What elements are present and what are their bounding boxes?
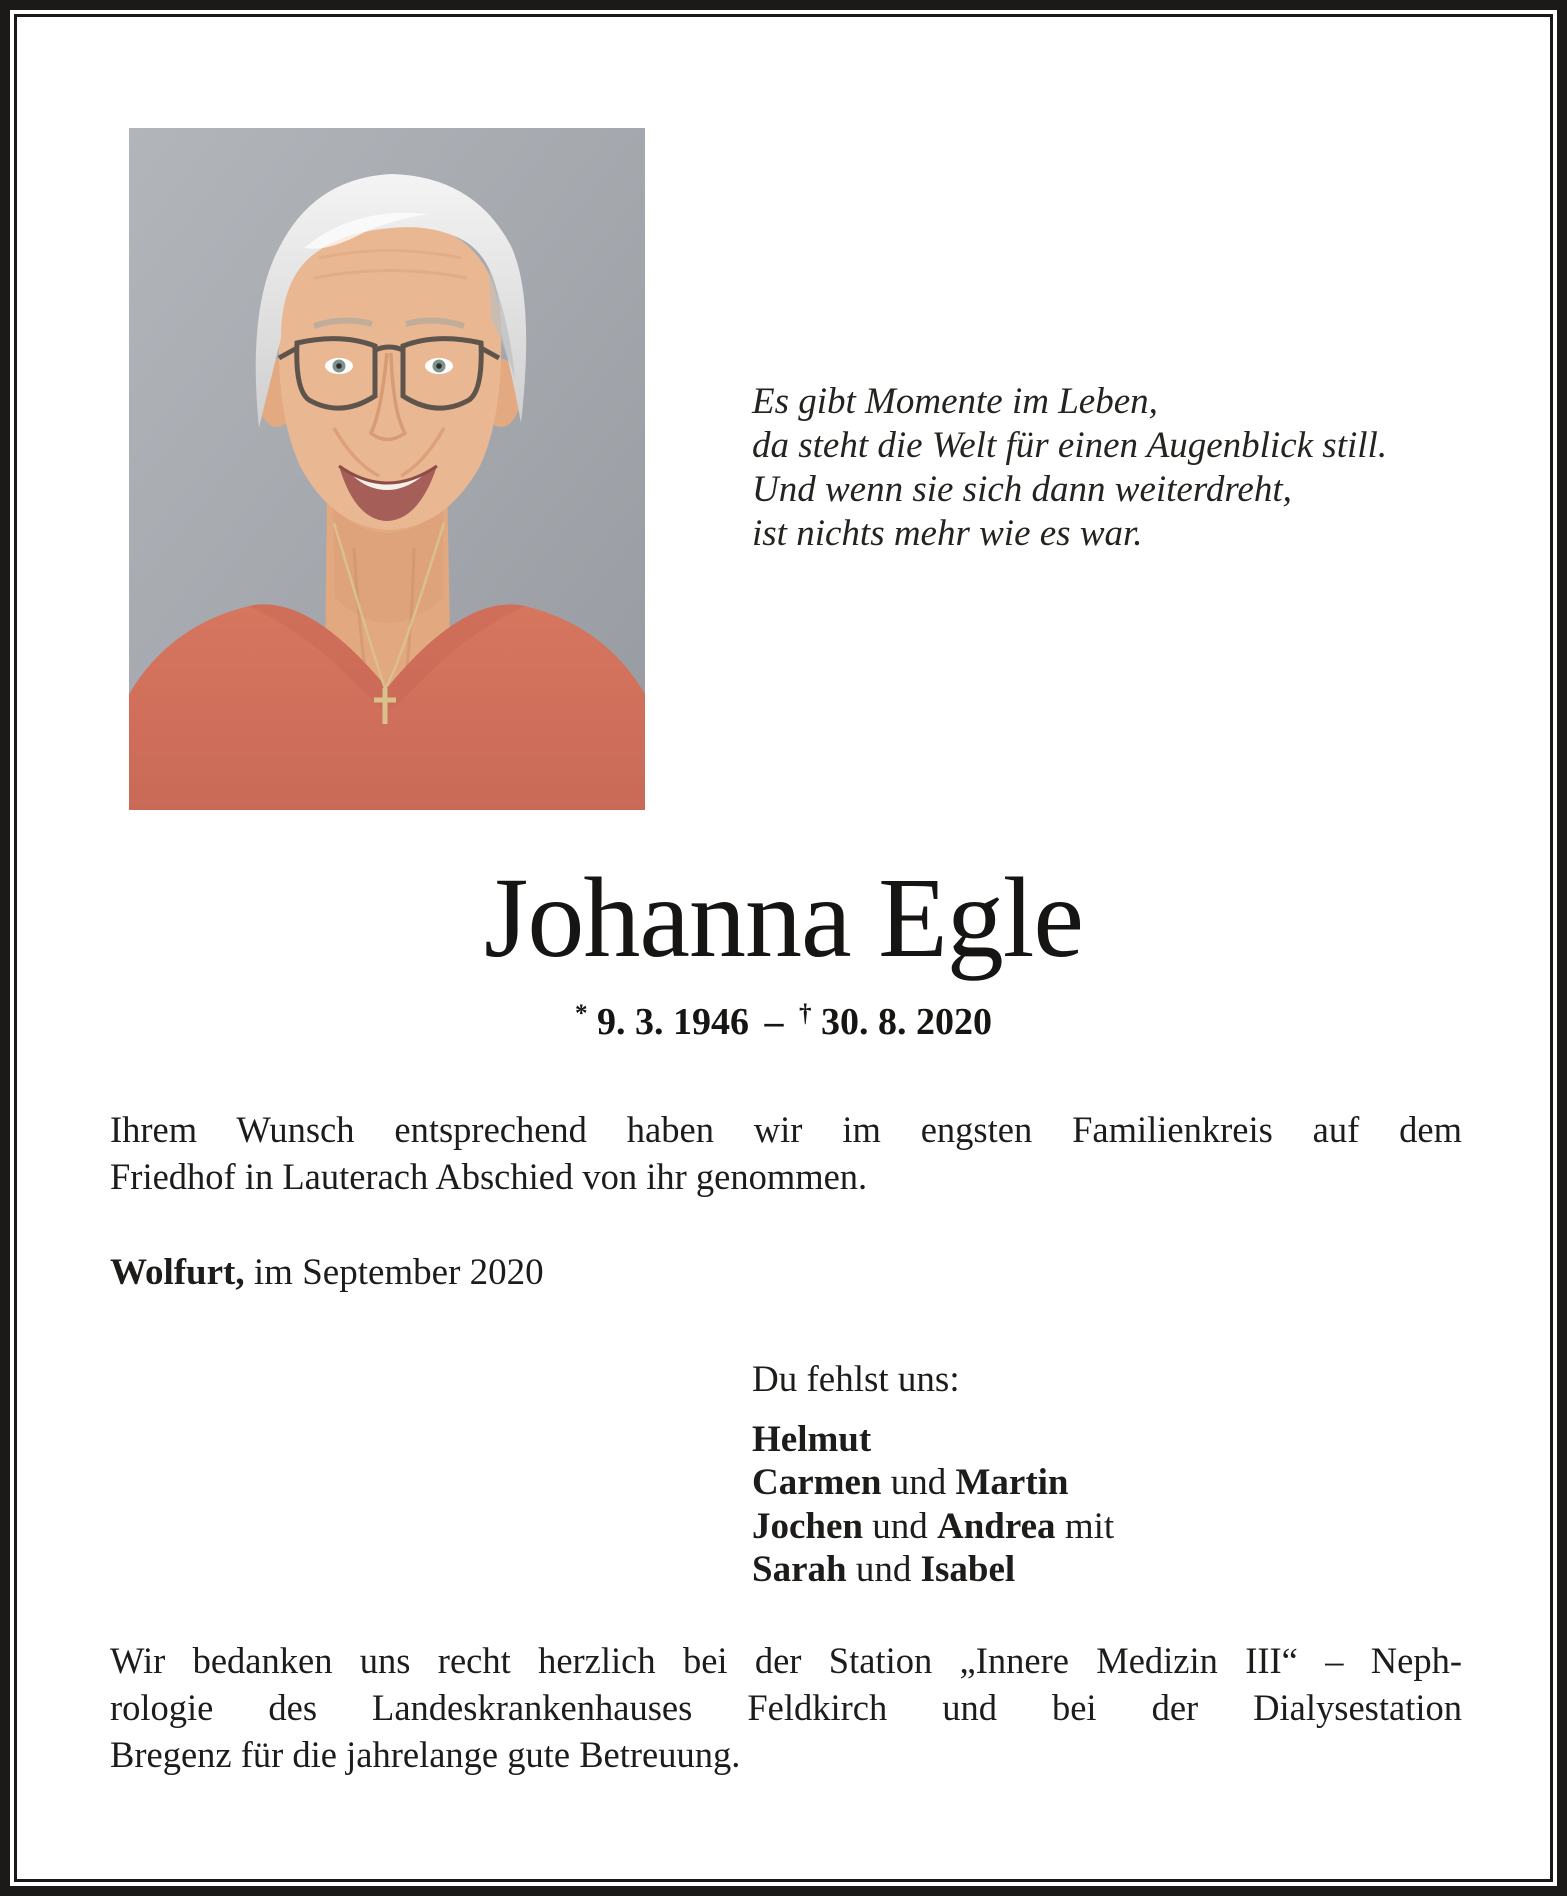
quote-line: Und wenn sie sich dann weiterdreht, — [752, 469, 1292, 510]
birth-date: 9. 3. 1946 — [597, 1001, 749, 1043]
birth-star-symbol: * — [574, 1000, 588, 1028]
family-intro: Du fehlst uns: — [752, 1359, 960, 1400]
thanks-line: Wir bedanken uns recht herzlich bei der Station „Innere Medizin III“ – Neph- — [110, 1640, 1462, 1681]
dates-separator: – — [764, 1001, 784, 1043]
farewell-line: Ihrem Wunsch entsprechend haben wir im engsten Familienkreis auf dem — [110, 1109, 1462, 1150]
quote-line: Es gibt Momente im Leben, — [752, 381, 1158, 422]
death-date: 30. 8. 2020 — [821, 1001, 993, 1043]
family-line: Jochen und Andrea mit — [752, 1505, 1115, 1547]
thanks-line: Bregenz für die jahrelange gute Betreuung. — [110, 1734, 741, 1775]
portrait-photo — [129, 128, 645, 810]
deceased-name: Johanna Egle — [484, 854, 1083, 981]
memorial-quote — [752, 380, 1392, 556]
quote-line: da steht die Welt für einen Augenblick still. — [752, 425, 1388, 466]
place-name: Wolfurt, — [110, 1252, 245, 1293]
family-line: Carmen und Martin — [752, 1462, 1069, 1503]
quote-line: ist nichts mehr wie es war. — [752, 513, 1143, 554]
mourning-family-block — [752, 1358, 1114, 1592]
thanks-line: rologie des Landeskrankenhauses Feldkirch und bei der Dialysestation — [110, 1687, 1462, 1728]
date-text: im September 2020 — [244, 1252, 544, 1293]
farewell-line: Friedhof in Lauterach Abschied von ihr genommen. — [110, 1156, 868, 1197]
thanks-paragraph — [110, 1637, 1462, 1778]
family-line: Helmut — [752, 1418, 872, 1460]
place-date-line — [110, 1251, 544, 1294]
death-dagger-symbol: † — [799, 1000, 812, 1028]
family-line: Sarah und Isabel — [752, 1549, 1016, 1590]
farewell-paragraph — [110, 1106, 1462, 1200]
life-dates — [17, 1000, 1550, 1044]
